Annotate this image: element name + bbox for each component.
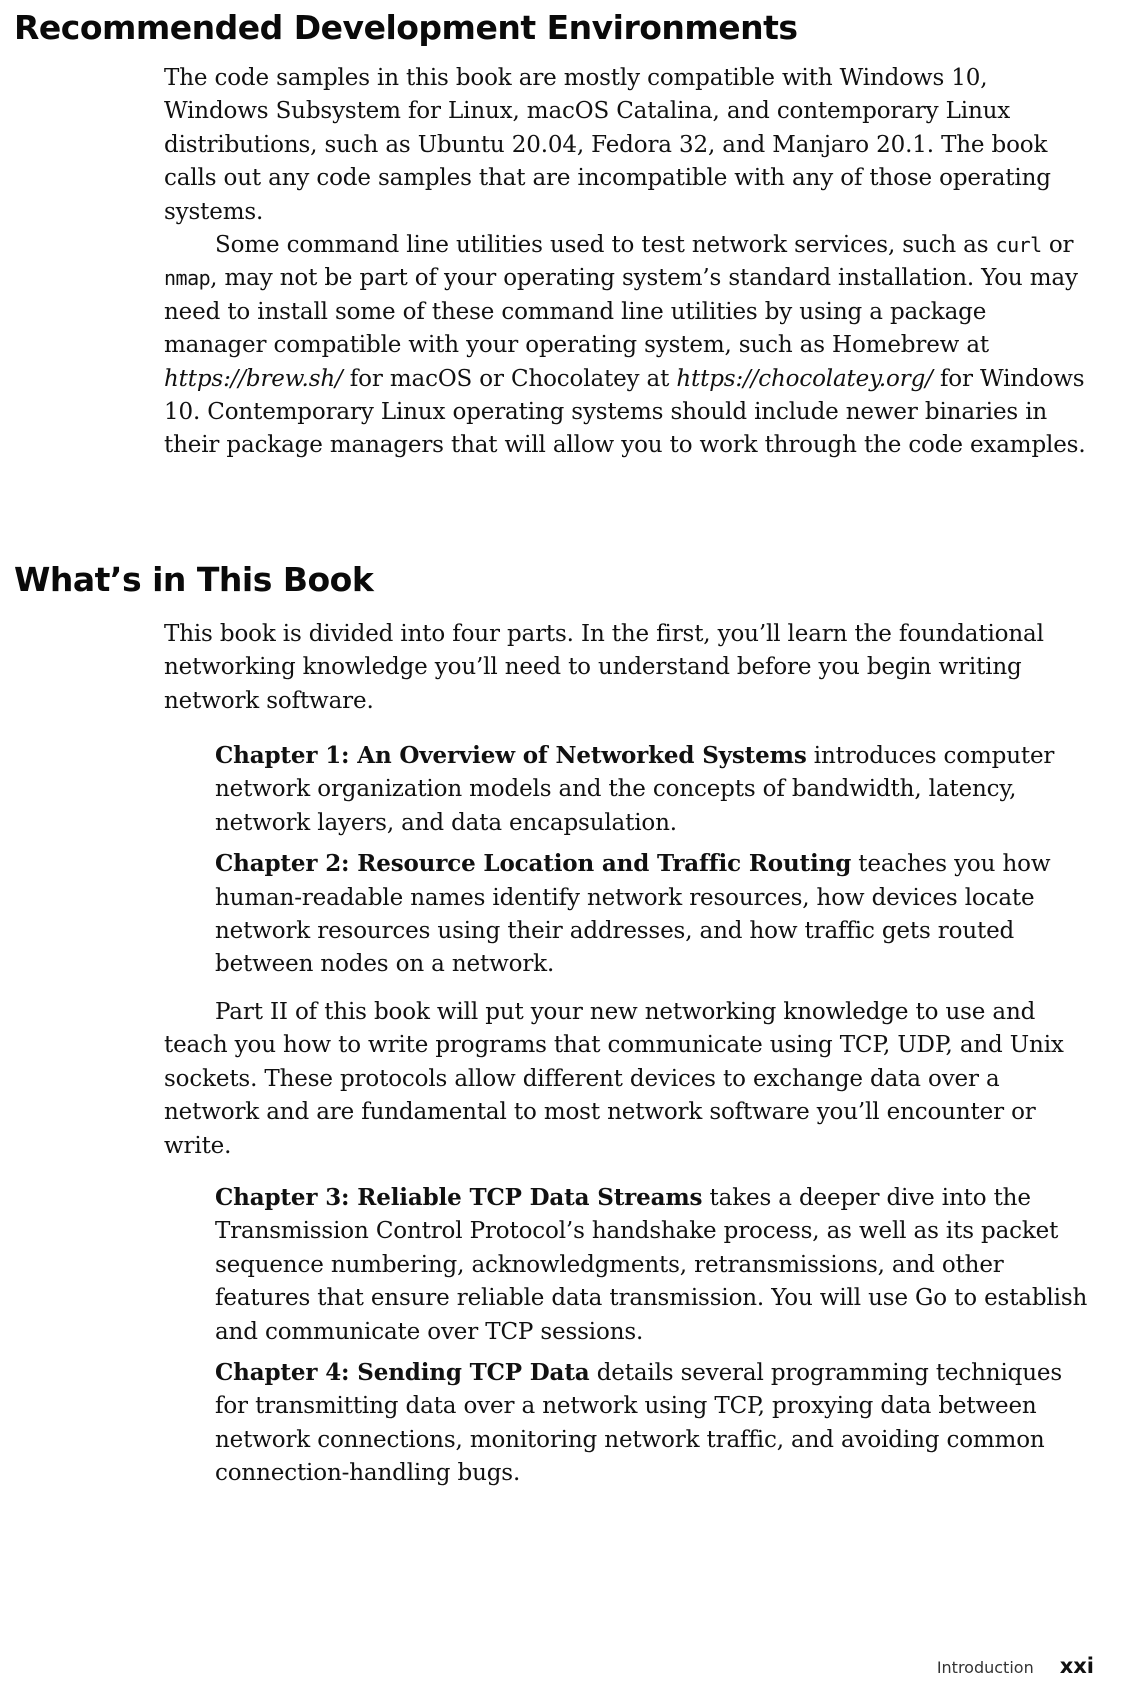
chapter-description: teaches you how human-readable names identify network resources, how devices locate network resources using their addresses, and how traffic gets routed between nodes on a network. [215,851,1051,978]
chapter-title: Chapter 1: An Overview of Networked Systems [215,742,807,769]
text-run: or [1041,232,1074,259]
chapter-entry [215,739,1095,840]
chapter-entry [215,1181,1095,1349]
url-homebrew[interactable]: https://brew.sh/ [164,365,343,392]
part-two-paragraph-block [164,996,1094,1163]
text-run: , may not be part of your operating system’s standard installation. You may need to install some of these command line utilities by using a package manager compatible with your operating system, such as Homebrew at [164,265,1078,359]
text-run: for macOS or Chocolatey at [342,365,677,392]
text-run: Some command line utilities used to test network services, such as [215,232,996,259]
intro-paragraph-block [164,618,1094,718]
chapter-entry [215,847,1095,982]
text-run: for Windows 10. Contemporary Linux operating systems should include newer binaries in their package managers that will allow you to work through the code examples. [164,365,1086,459]
url-chocolatey[interactable]: https://chocolatey.org/ [676,365,933,392]
environments-body [164,62,1094,463]
chapter-description: details several programming techniques for transmitting data over a network using TCP, proxying data between network connections, monitoring network traffic, and avoiding common connection-handling bugs. [215,1360,1063,1487]
chapter-entry [215,1356,1095,1491]
chapter-title: Chapter 4: Sending TCP Data [215,1359,590,1387]
paragraph: Part II of this book will put your new networking knowledge to use and teach you how to write programs that communicate using TCP, UDP, and Unix sockets. These protocols allow different devices to exchange data over a network and are fundamental to most network software you’ll encounter or write. [164,999,1064,1159]
page-footer [937,1654,1094,1678]
chapter-title: Chapter 2: Resource Location and Traffic Routing [215,850,852,878]
chapter-title: Chapter 3: Reliable TCP Data Streams [215,1184,703,1211]
chapter-description: takes a deeper dive into the Transmission Control Protocol’s handshake process, as well as its packet sequence numbering, acknowledgments, retransmissions, and other features that ensure reliable data transmission. You will use Go to establish and communicate over TCP sessions. [215,1185,1088,1345]
paragraph: The code samples in this book are mostly compatible with Windows 10, Windows Subsystem for Linux, macOS Catalina, and contemporary Linux distributions, such as Ubuntu 20.04, Fedora 32, and Manjaro 20.1. The book calls out any code samples that are incompatible with any of those operating systems. [164,65,1051,225]
section-heading-whats-in-book: What’s in This Book [14,560,374,599]
page-number: xxi [1059,1654,1094,1678]
chapter-list-part-2 [215,1181,1095,1491]
chapter-description: introduces computer network organization models and the concepts of bandwidth, latency, network layers, and data encapsulation. [215,743,1055,836]
chapter-list-part-1 [215,739,1095,982]
paragraph: This book is divided into four parts. In the first, you’ll learn the foundational networking knowledge you’ll need to understand before you begin writing network software. [164,621,1044,714]
inline-code-nmap: nmap [164,266,211,291]
paragraph [164,229,1094,463]
footer-section-label: Introduction [936,1658,1034,1677]
section-heading-environments: Recommended Development Environments [14,8,798,47]
inline-code-curl: curl [995,233,1042,258]
